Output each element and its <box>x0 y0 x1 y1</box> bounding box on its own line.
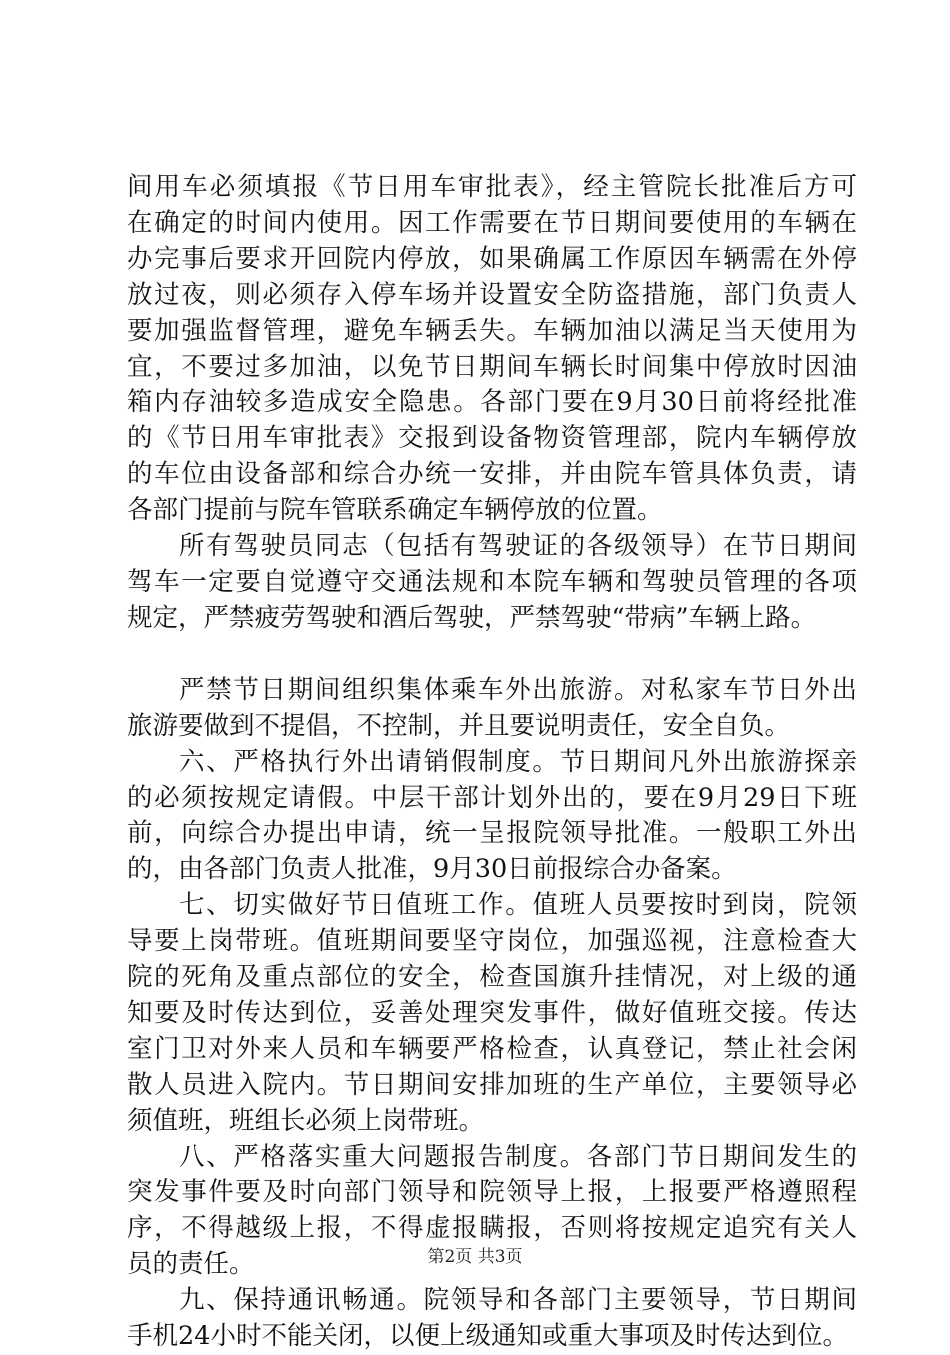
text-line: 的必须按规定请假。中层干部计划外出的，要在9月29日下班 <box>127 782 857 813</box>
paragraph <box>127 888 857 1139</box>
text-line: 七、切实做好节日值班工作。值班人员要按时到岗，院领 <box>179 890 857 921</box>
text-line: 员的责任。 <box>127 1249 255 1280</box>
paragraph <box>127 673 857 745</box>
text-line: 驾车一定要自觉遵守交通法规和本院车辆和驾驶员管理的各项 <box>127 566 857 597</box>
text-line: 所有驾驶员同志（包括有驾驶证的各级领导）在节日期间 <box>179 531 857 562</box>
text-line: 在确定的时间内使用。因工作需要在节日期间要使用的车辆在 <box>127 207 857 238</box>
text-line: 须值班，班组长必须上岗带班。 <box>127 1105 485 1136</box>
text-line: 导要上岗带班。值班期间要坚守岗位，加强巡视，注意检查大 <box>127 926 857 957</box>
text-line: 序，不得越级上报，不得虚报瞒报，否则将按规定追究有关人 <box>127 1213 857 1244</box>
text-line: 的《节日用车审批表》交报到设备物资管理部，院内车辆停放 <box>127 423 857 454</box>
paragraph-gap <box>127 637 857 673</box>
text-line: 规定，严禁疲劳驾驶和酒后驾驶，严禁驾驶“带病”车辆上路。 <box>127 602 817 633</box>
text-line: 要加强监督管理，避免车辆丢失。车辆加油以满足当天使用为 <box>127 315 857 346</box>
text-line: 六、严格执行外出请销假制度。节日期间凡外出旅游探亲 <box>179 746 857 777</box>
page-footer: 第2页 共3页 <box>427 1247 523 1267</box>
text-line: 九、保持通讯畅通。院领导和各部门主要领导，节日期间 <box>179 1285 857 1316</box>
paragraph <box>127 1283 857 1355</box>
text-line: 间用车必须填报《节日用车审批表》，经主管院长批准后方可 <box>127 172 857 202</box>
text-line: 散人员进入院内。节日期间安排加班的生产单位，主要领导必 <box>127 1069 857 1100</box>
text-line: 办完事后要求开回院内停放，如果确属工作原因车辆需在外停 <box>127 243 857 274</box>
text-line: 宜，不要过多加油，以免节日期间车辆长时间集中停放时因油 <box>127 351 857 382</box>
text-line: 八、严格落实重大问题报告制度。各部门节日期间发生的 <box>179 1141 857 1172</box>
text-line: 放过夜，则必须存入停车场并设置安全防盗措施，部门负责人 <box>127 279 857 310</box>
paragraph <box>127 529 857 637</box>
text-line: 箱内存油较多造成安全隐患。各部门要在9月30日前将经批准 <box>127 387 857 418</box>
paragraph <box>127 745 857 889</box>
text-line: 的车位由设备部和综合办统一安排，并由院车管具体负责，请 <box>127 459 857 490</box>
text-line: 各部门提前与院车管联系确定车辆停放的位置。 <box>127 495 663 526</box>
text-line: 室门卫对外来人员和车辆要严格检查，认真登记，禁止社会闲 <box>127 1033 857 1064</box>
paragraph <box>127 170 857 529</box>
text-line: 知要及时传达到位，妥善处理突发事件，做好值班交接。传达 <box>127 997 857 1028</box>
document-body <box>127 170 857 1355</box>
text-line: 突发事件要及时向部门领导和院领导上报，上报要严格遵照程 <box>127 1177 857 1208</box>
text-line: 院的死角及重点部位的安全，检查国旗升挂情况，对上级的通 <box>127 962 857 993</box>
text-line: 旅游要做到不提倡，不控制，并且要说明责任，安全自负。 <box>127 710 791 741</box>
text-line: 手机24小时不能关闭，以便上级通知或重大事项及时传达到位。 <box>127 1321 848 1352</box>
text-line: 的，由各部门负责人批准，9月30日前报综合办备案。 <box>127 854 737 885</box>
text-line: 严禁节日期间组织集体乘车外出旅游。对私家车节日外出 <box>179 674 857 705</box>
text-line: 前，向综合办提出申请，统一呈报院领导批准。一般职工外出 <box>127 818 857 849</box>
